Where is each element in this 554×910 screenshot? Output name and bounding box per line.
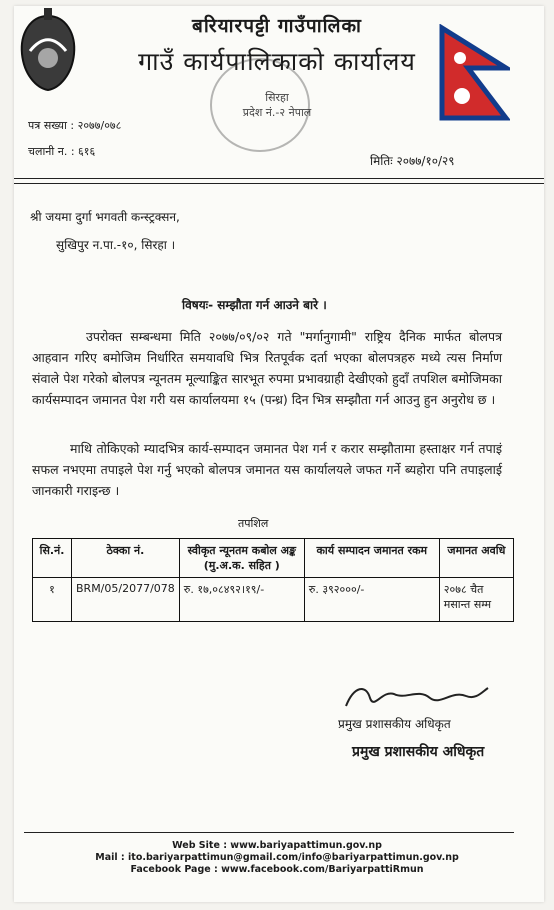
nepal-flag-icon	[438, 24, 510, 122]
letter-subject: विषयः- सम्झौता गर्न आउने बारे ।	[182, 298, 327, 312]
recipient-name: श्री जयमा दुर्गा भगवती कन्स्ट्रक्सन,	[30, 210, 180, 224]
municipality-name: बरियारपट्टी गाउँपालिका	[192, 15, 362, 37]
header-location: सिरहा	[265, 91, 289, 104]
table-cell: २०७८ चैत मसान्त सम्म	[439, 578, 513, 622]
header-country: प्रदेश नं.-२ नेपाल	[242, 106, 312, 119]
body-paragraph-2: माथि तोकिएको म्यादभित्र कार्य-सम्पादन जमानत पेश गर्न र करार सम्झौतामा हस्ताक्षर गर्न तपाइं सफल नभएमा तपाइले पेश गर्नु भएको बोलपत्र जमानत यस कार्यालयले जफत गर्ने ब्यहोरा पनि तपाइलाई जानकारी गराइन्छ ।	[32, 441, 502, 498]
footer-divider	[24, 832, 514, 833]
footer-website: Web Site : www.bariyapattimun.gov.np	[172, 840, 382, 851]
guarantee-table	[32, 538, 514, 622]
table-header: ठेक्का नं.	[72, 539, 180, 578]
letter-date: मितिः २०७७/१०/२९	[370, 154, 455, 168]
signature-title: प्रमुख प्रशासकीय अधिकृत	[338, 717, 451, 731]
table-header: जमानत अवधि	[439, 539, 513, 578]
signature-stamp: प्रमुख प्रशासकीय अधिकृत	[352, 744, 485, 760]
table-header: स्वीकृत न्यूनतम कबोल अङ्क (मु.अ.क. सहित )	[179, 539, 304, 578]
office-stamp	[210, 58, 310, 152]
signature-image	[340, 680, 490, 714]
header-divider	[14, 183, 544, 184]
table-cell: रु. १७,०८४९२।१९/-	[179, 578, 304, 622]
dispatch-number: चलानी न. : ६१६	[28, 145, 96, 158]
table-cell: BRM/05/2077/078	[72, 578, 180, 622]
table-header: कार्य सम्पादन जमानत रकम	[304, 539, 439, 578]
table-cell: १	[33, 578, 72, 622]
body-paragraph-1: उपरोक्त सम्बन्धमा मिति २०७७/०९/०२ गते "मर्गानुगामी" राष्ट्रिय दैनिक मार्फत बोलपत्र आहवान गरिए बमोजिम निर्धारित समयावधि भित्र रितपूर्वक दर्ता भएका बोलपत्रहरु मध्ये त्यस निर्माण संवाले पेश गरेको बोलपत्र न्यूनतम मूल्याङ्कित सारभूत रुपमा प्रभावग्राही देखीएको हुदाँ तपशिल बमोजिमका कार्यसम्पादन जमानत पेश गरी यस कार्यालयमा १५ (पन्ध्र) दिन भित्र सम्झौता गर्न आउनु हुन अनुरोध छ ।	[32, 329, 502, 407]
office-name: गाउँ कार्यपालिकाको कार्यालय	[138, 47, 416, 76]
table-caption: तपशिल	[238, 517, 269, 530]
table-header: सि.नं.	[33, 539, 72, 578]
table-cell: रु. ३९२०००/-	[304, 578, 439, 622]
recipient-address: सुखिपुर न.पा.-१०, सिरहा ।	[56, 238, 176, 252]
footer-facebook: Facebook Page : www.facebook.com/BariyarpattiRmun	[130, 864, 424, 875]
table-row	[33, 578, 514, 622]
footer-mail: Mail : ito.bariyarpattimun@gmail.com/info@bariyarpattimun.gov.np	[95, 852, 459, 863]
header-divider	[14, 178, 544, 179]
letter-number: पत्र सख्या : २०७७/०७८	[28, 119, 122, 132]
